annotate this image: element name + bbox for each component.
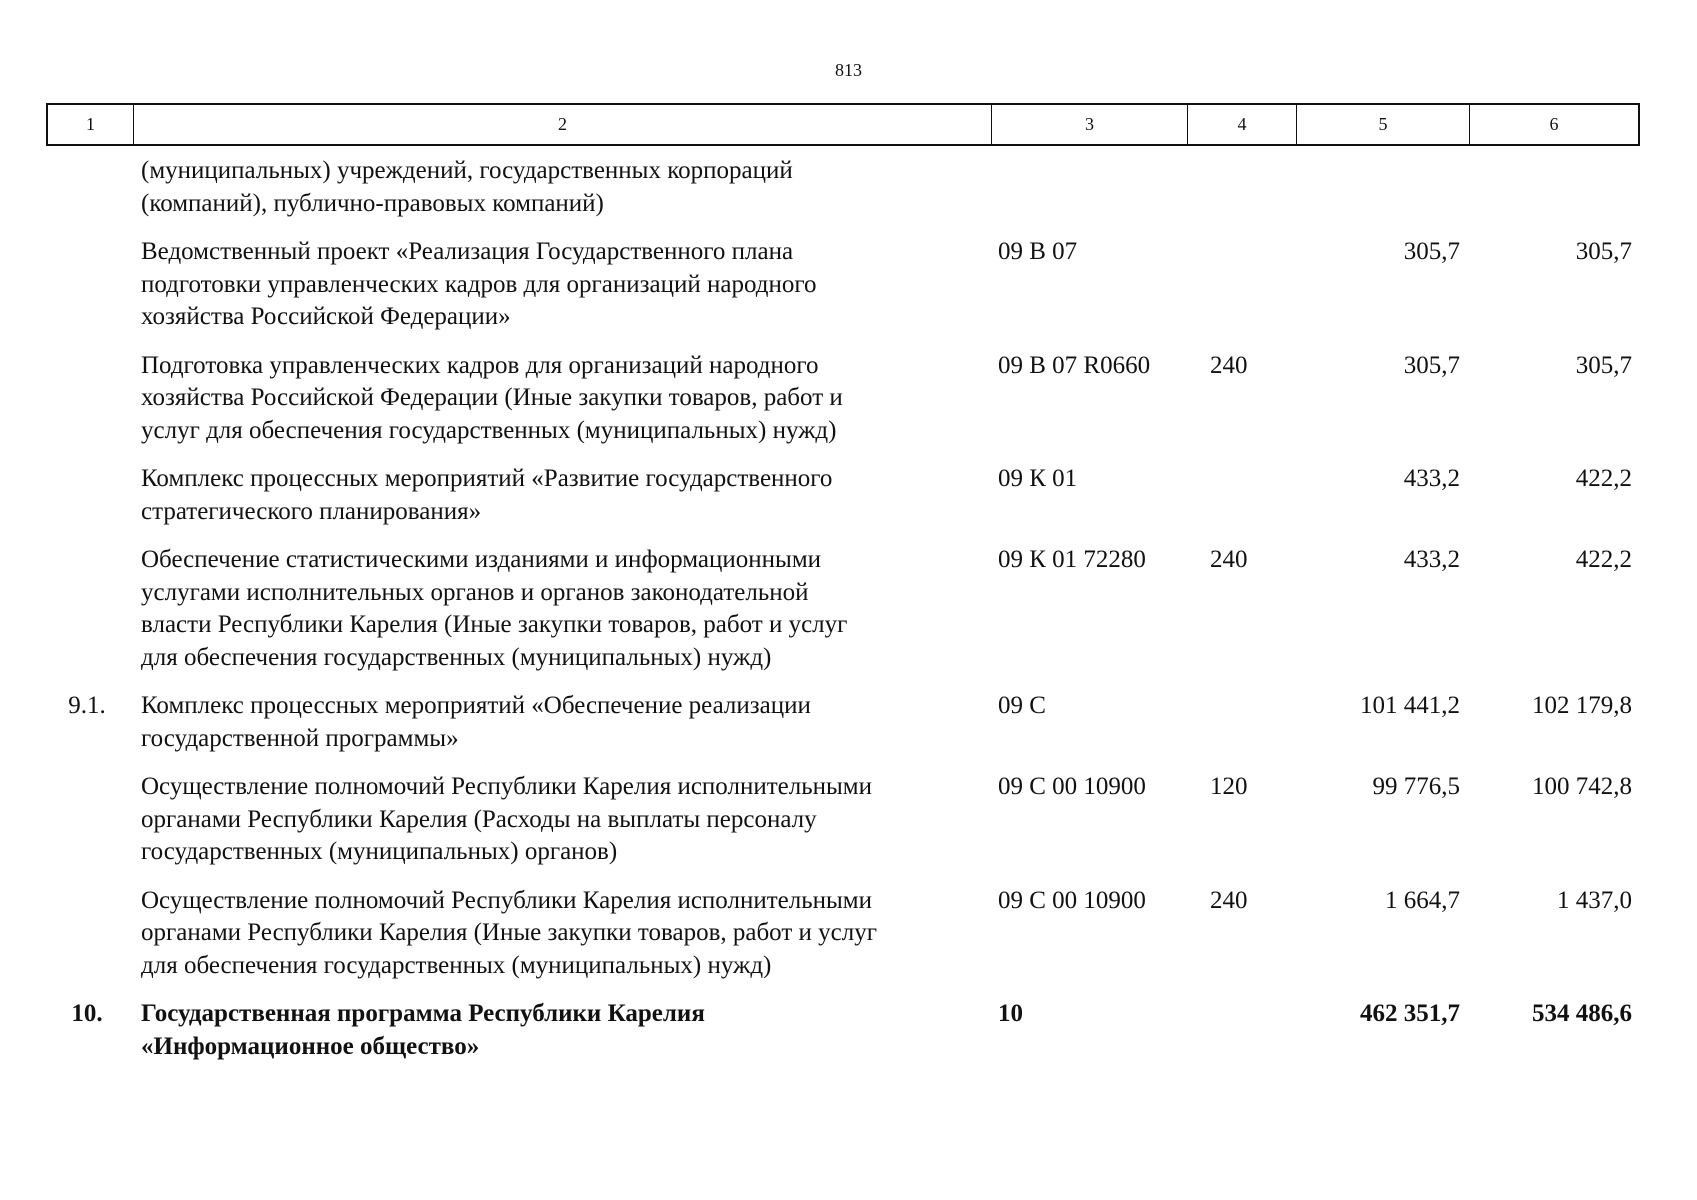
description-line: подготовки управленческих кадров для организаций народного <box>141 270 817 298</box>
row-amount-col5: 305,7 <box>1403 238 1460 265</box>
description-line: (компаний), публично-правовых компаний) <box>141 189 604 217</box>
table-row <box>46 998 1640 1063</box>
column-header-5: 5 <box>1297 105 1470 144</box>
row-code: 09 В 07 <box>998 238 1078 265</box>
description-line: власти Республики Карелия (Иные закупки товаров, работ и услуг <box>141 611 848 638</box>
table-row <box>46 463 1640 528</box>
column-header-3: 3 <box>992 105 1188 144</box>
column-header-2: 2 <box>134 105 992 144</box>
row-expense-type <box>1186 998 1295 1063</box>
row-description <box>132 998 990 1063</box>
description-line: органами Республики Карелия (Иные закупки товаров, работ и услуг <box>141 919 877 946</box>
column-header-6: 6 <box>1549 114 1559 134</box>
row-number <box>46 350 132 448</box>
row-code: 09 К 01 <box>998 465 1078 492</box>
description-line: услугами исполнительных органов и органов законодательной <box>141 578 809 606</box>
row-description <box>132 236 990 334</box>
description-line: государственных (муниципальных) органов) <box>141 838 618 865</box>
row-expense-type: 120 <box>1210 773 1248 800</box>
row-amount-col6: 100 742,8 <box>1532 773 1632 800</box>
description-line: для обеспечения государственных (муниципальных) нужд) <box>141 951 772 979</box>
row-expense-type <box>1186 690 1295 755</box>
page-number: 813 <box>835 60 862 80</box>
description-line: для обеспечения государственных (муниципальных) нужд) <box>141 643 772 671</box>
description-line: «Информационное общество» <box>141 1032 480 1060</box>
row-code <box>990 155 1186 220</box>
row-amount-col6: 1 437,0 <box>1557 886 1632 914</box>
description-line: Осуществление полномочий Республики Карелия исполнительными <box>141 886 872 914</box>
description-line: услуг для обеспечения государственных (муниципальных) нужд) <box>141 416 837 444</box>
row-amount-col5: 433,2 <box>1403 465 1460 492</box>
description-line: Государственная программа Республики Карелия <box>141 1000 705 1027</box>
row-number <box>46 463 132 528</box>
row-number <box>46 771 132 869</box>
description-line: стратегического планирования» <box>141 497 482 525</box>
row-amount-col5: 305,7 <box>1403 351 1460 379</box>
row-code: 09 С 00 10900 <box>998 886 1146 914</box>
description-line: Ведомственный проект «Реализация Государственного плана <box>141 238 794 265</box>
description-line: Подготовка управленческих кадров для организаций народного <box>141 351 819 379</box>
row-description <box>132 544 990 674</box>
table-row <box>46 544 1640 674</box>
row-expense-type <box>1186 155 1295 220</box>
row-amount-col5: 101 441,2 <box>1360 692 1460 719</box>
row-description <box>132 350 990 448</box>
column-header-row <box>46 103 1640 146</box>
row-code: 09 К 01 72280 <box>998 546 1146 573</box>
row-amount-col6: 305,7 <box>1575 351 1632 379</box>
row-amount-col6: 305,7 <box>1575 238 1632 265</box>
description-line: органами Республики Карелия (Расходы на выплаты персоналу <box>141 805 817 833</box>
row-code: 09 С <box>998 692 1046 719</box>
table-row <box>46 155 1640 220</box>
row-amount-col6: 534 486,6 <box>1532 1000 1632 1027</box>
row-expense-type: 240 <box>1210 351 1248 379</box>
row-amount-col5 <box>1295 155 1468 220</box>
row-description <box>132 155 990 220</box>
description-line: Комплекс процессных мероприятий «Обеспечение реализации <box>141 692 811 719</box>
row-expense-type <box>1186 236 1295 334</box>
row-amount-col5: 433,2 <box>1403 546 1460 573</box>
table-row <box>46 771 1640 869</box>
row-amount-col6: 102 179,8 <box>1532 692 1632 719</box>
row-number <box>46 544 132 674</box>
row-code: 10 <box>998 1000 1023 1027</box>
row-amount-col6: 422,2 <box>1575 546 1632 573</box>
row-number <box>46 885 132 983</box>
description-line: Обеспечение статистическими изданиями и информационными <box>141 546 822 573</box>
table-row <box>46 690 1640 755</box>
column-header-4: 4 <box>1188 105 1297 144</box>
row-number <box>46 236 132 334</box>
row-description <box>132 690 990 755</box>
row-description <box>132 771 990 869</box>
description-line: (муниципальных) учреждений, государственных корпораций <box>141 157 793 184</box>
row-description <box>132 885 990 983</box>
table-row <box>46 885 1640 983</box>
description-line: хозяйства Российской Федерации (Иные закупки товаров, работ и <box>141 384 843 411</box>
row-expense-type: 240 <box>1210 546 1248 573</box>
row-description <box>132 463 990 528</box>
description-line: хозяйства Российской Федерации» <box>141 303 511 330</box>
table-row <box>46 236 1640 334</box>
description-line: государственной программы» <box>141 724 459 752</box>
row-amount-col5: 462 351,7 <box>1360 1000 1460 1027</box>
row-expense-type <box>1186 463 1295 528</box>
row-amount-col6: 422,2 <box>1575 465 1632 492</box>
column-header-1: 1 <box>48 105 134 144</box>
row-code: 09 С 00 10900 <box>998 773 1146 800</box>
description-line: Комплекс процессных мероприятий «Развитие государственного <box>141 465 833 492</box>
row-amount-col5: 99 776,5 <box>1372 773 1460 800</box>
table-body <box>46 155 1640 1079</box>
row-number: 9.1. <box>68 692 106 719</box>
row-number <box>46 155 132 220</box>
row-number: 10. <box>71 1000 103 1027</box>
row-code: 09 В 07 R0660 <box>998 351 1151 379</box>
description-line: Осуществление полномочий Республики Карелия исполнительными <box>141 773 872 800</box>
row-amount-col6 <box>1468 155 1640 220</box>
row-amount-col5: 1 664,7 <box>1385 886 1460 914</box>
row-expense-type: 240 <box>1210 886 1248 914</box>
table-row <box>46 350 1640 448</box>
